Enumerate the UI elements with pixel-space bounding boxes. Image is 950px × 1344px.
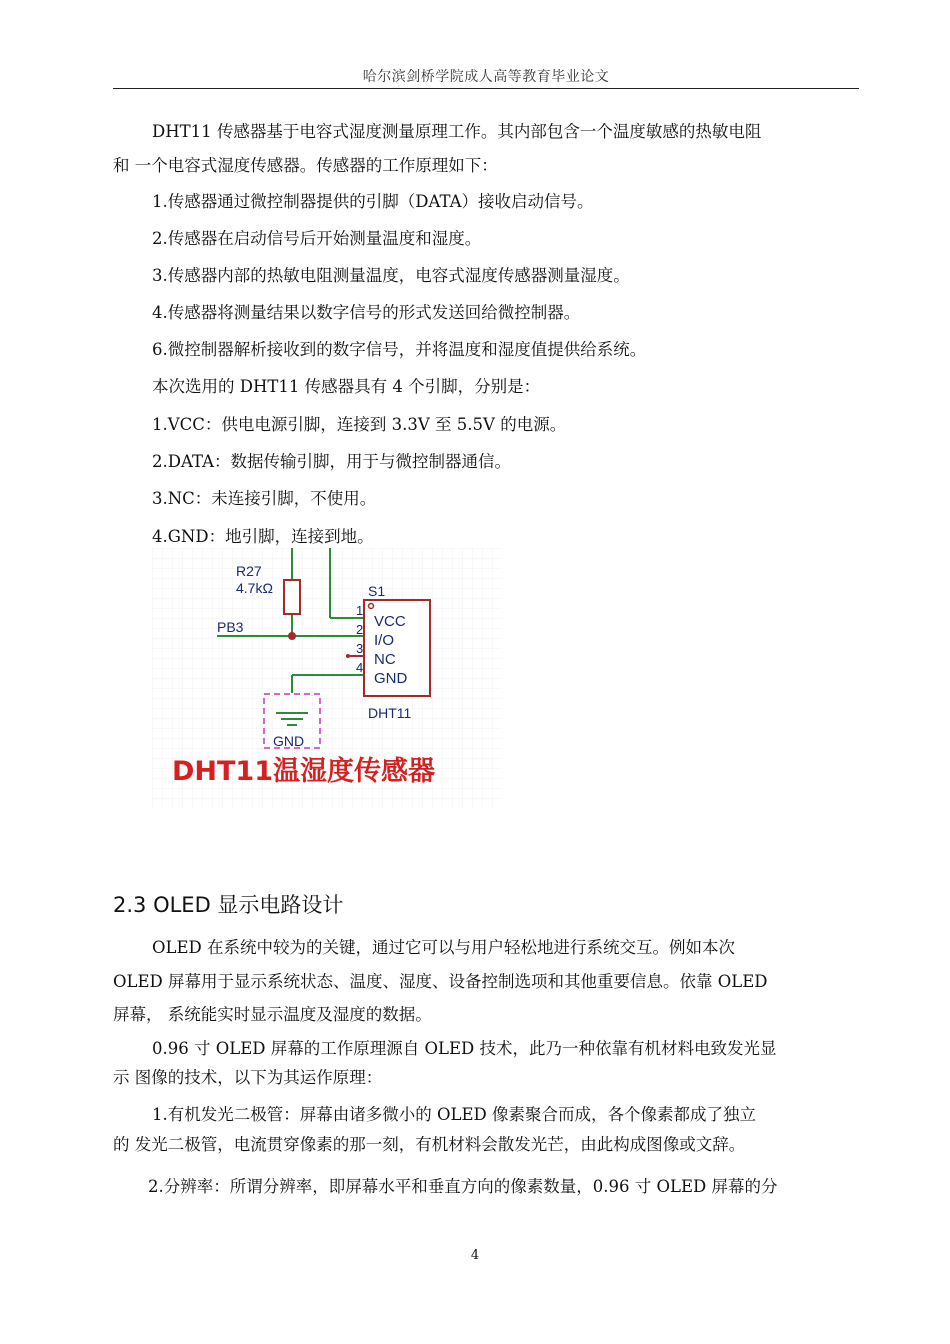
oled-para2-line2: 示 图像的技术，以下为其运作原理： <box>113 1068 383 1087</box>
oled-para1-line1: OLED 在系统中较为的关键，通过它可以与用户轻松地进行系统交互。例如本次 <box>152 938 736 957</box>
section-title: 2.3 OLED 显示电路设计 <box>113 893 344 917</box>
pin-name-vcc: VCC <box>374 613 406 630</box>
pin-vcc: 1.VCC：供电电源引脚，连接到 3.3V 至 5.5V 的电源。 <box>152 415 567 434</box>
dht11-schematic-figure <box>152 548 502 808</box>
resistor-value: 4.7kΩ <box>236 580 273 596</box>
oled-para2-line1: 0.96 寸 OLED 屏幕的工作原理源自 OLED 技术，此乃一种依靠有机材料电致发光显 <box>152 1039 777 1058</box>
pin-number-2: 2 <box>356 622 364 637</box>
pin-nc: 3.NC：未连接引脚，不使用。 <box>152 489 377 508</box>
header-rule <box>113 88 859 89</box>
pin-number-3: 3 <box>356 641 364 656</box>
oled-para1-line3: 屏幕， 系统能实时显示温度及湿度的数据。 <box>113 1005 432 1024</box>
pin-number-4: 4 <box>356 660 364 675</box>
nc-pin-end <box>346 654 350 658</box>
resistor-r27 <box>284 580 300 614</box>
part-label: DHT11 <box>368 705 412 721</box>
oled-para3-line1: 1.有机发光二极管：屏幕由诸多微小的 OLED 像素聚合而成，各个像素都成了独立 <box>152 1105 756 1124</box>
intro-line-1: DHT11 传感器基于电容式湿度测量原理工作。其内部包含一个温度敏感的热敏电阻 <box>152 122 762 141</box>
junction-dot <box>288 632 296 640</box>
gnd-label: GND <box>273 733 305 749</box>
part-name: S1 <box>368 583 386 599</box>
pin-data: 2.DATA：数据传输引脚，用于与微控制器通信。 <box>152 452 512 471</box>
pin-name-nc: NC <box>374 651 396 668</box>
oled-para1-line2: OLED 屏幕用于显示系统状态、温度、湿度、设备控制选项和其他重要信息。依靠 OLED <box>113 972 768 991</box>
step-6: 6.微控制器解析接收到的数字信号，并将温度和湿度值提供给系统。 <box>152 340 647 359</box>
pin-number-1: 1 <box>356 603 364 618</box>
pins-intro: 本次选用的 DHT11 传感器具有 4 个引脚，分别是： <box>152 377 541 396</box>
pin-name-gnd: GND <box>374 670 408 687</box>
oled-para4-line1: 2.分辨率：所谓分辨率，即屏幕水平和垂直方向的像素数量，0.96 寸 OLED 屏幕的分 <box>148 1177 778 1196</box>
step-1: 1.传感器通过微控制器提供的引脚（DATA）接收启动信号。 <box>152 192 594 211</box>
page-header: 哈尔滨剑桥学院成人高等教育毕业论文 <box>362 69 610 85</box>
step-3: 3.传感器内部的热敏电阻测量温度，电容式湿度传感器测量湿度。 <box>152 266 630 285</box>
resistor-name: R27 <box>236 563 262 579</box>
pin-gnd: 4.GND：地引脚，连接到地。 <box>152 527 374 546</box>
net-label-pb3: PB3 <box>217 619 244 635</box>
page-number: 4 <box>470 1248 480 1263</box>
step-2: 2.传感器在启动信号后开始测量温度和湿度。 <box>152 229 482 248</box>
step-4: 4.传感器将测量结果以数字信号的形式发送回给微控制器。 <box>152 303 581 322</box>
figure-caption: DHT11温湿度传感器 <box>172 756 435 787</box>
intro-line-2: 和 一个电容式湿度传感器。传感器的工作原理如下： <box>113 156 498 175</box>
oled-para3-line2: 的 发光二极管，电流贯穿像素的那一刻，有机材料会散发光芒，由此构成图像或文辞。 <box>113 1135 746 1154</box>
pin-name-io: I/O <box>374 632 395 649</box>
